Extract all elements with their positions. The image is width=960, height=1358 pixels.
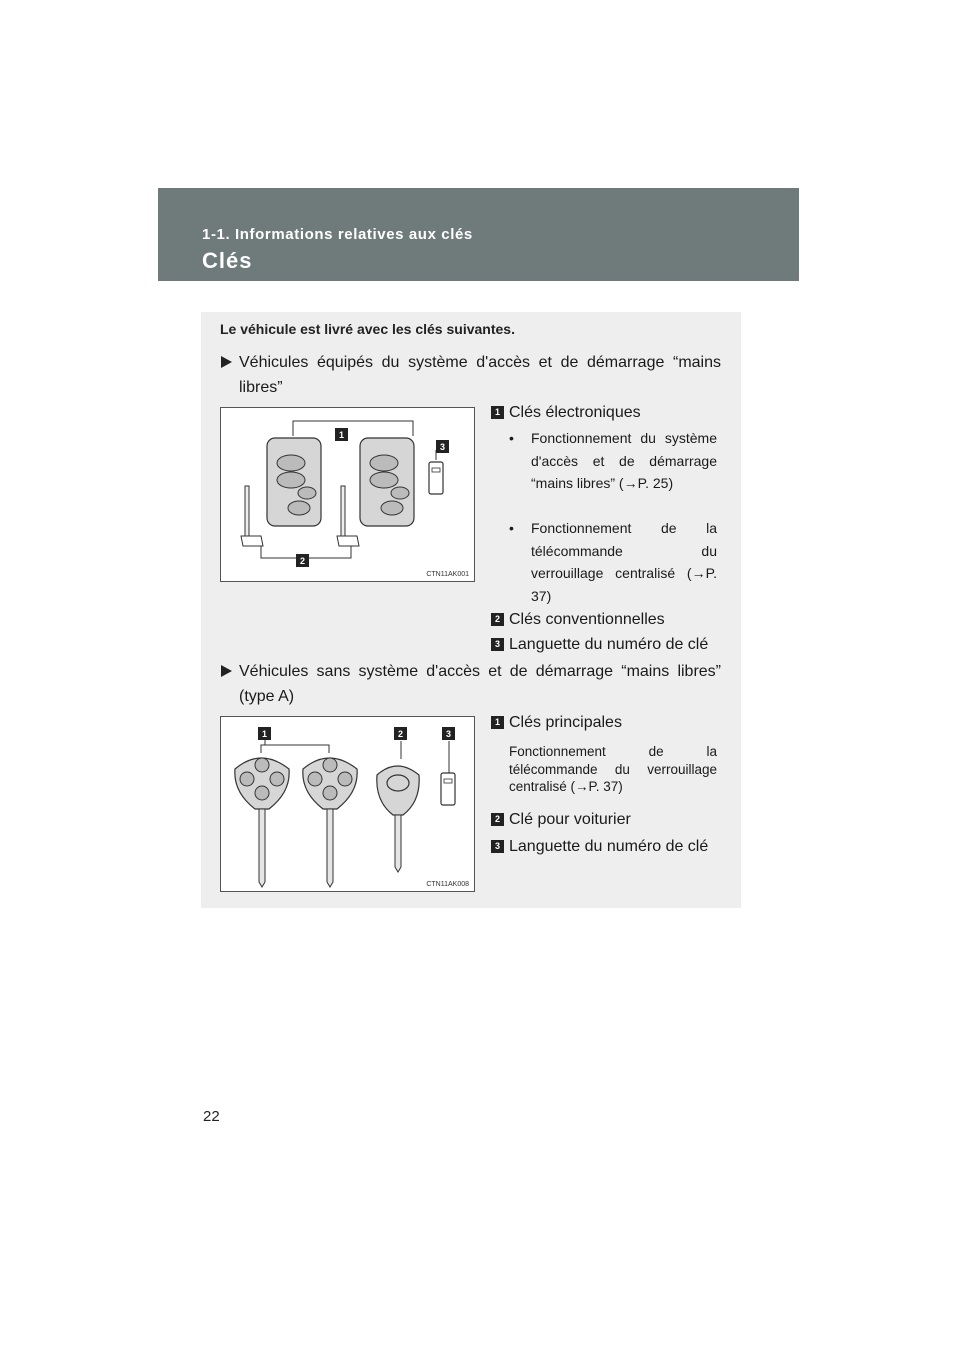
figure-callout-1: 1 <box>261 729 268 739</box>
typeA-heading: Véhicules sans système d'accès et de démarrage “mains libres” (type A) <box>221 659 721 709</box>
section-header <box>158 188 799 281</box>
smart-keys-figure <box>220 407 475 582</box>
smart-item-1: 1 Clés électroniques <box>491 402 719 424</box>
triangle-bullet-icon <box>221 356 232 368</box>
figure-callout-2: 2 <box>397 729 404 739</box>
number-marker: 3 <box>491 638 504 651</box>
smart-item-2: 2 Clés conventionnelles <box>491 609 719 631</box>
figure-callout-2: 2 <box>299 556 306 566</box>
intro-text: Le véhicule est livré avec les clés suivantes. <box>220 321 515 337</box>
smart-heading: Véhicules équipés du système d'accès et de démarrage “mains libres” <box>221 350 721 400</box>
figure-code: CTN11AK008 <box>426 881 469 888</box>
figure-callout-1: 1 <box>338 430 345 440</box>
number-marker: 1 <box>491 406 504 419</box>
smart-subitem-1: • Fonctionnement du système d'accès et de démarrage “mains libres” (→P. 25) <box>509 430 717 491</box>
triangle-bullet-icon <box>221 665 232 677</box>
figure-callout-3: 3 <box>445 729 452 739</box>
section-label: 1-1. Informations relatives aux clés <box>202 226 473 243</box>
smart-subitem-2: • Fonctionnement de la télécommande du verrouillage centralisé (→P. 37) <box>509 520 717 604</box>
typeA-item-1: 1 Clés principales <box>491 712 719 734</box>
typeA-keys-illustration <box>221 717 474 891</box>
page-number: 22 <box>203 1108 220 1125</box>
number-marker: 2 <box>491 613 504 626</box>
figure-callout-3: 3 <box>439 442 446 452</box>
typeA-item-3: 3 Languette du numéro de clé <box>491 836 719 858</box>
page-title: Clés <box>202 248 253 273</box>
smart-item-3: 3 Languette du numéro de clé <box>491 634 719 656</box>
number-marker: 1 <box>491 716 504 729</box>
figure-code: CTN11AK001 <box>426 571 469 578</box>
number-marker: 3 <box>491 840 504 853</box>
smart-keys-illustration <box>221 408 474 581</box>
content-panel <box>201 312 741 908</box>
typeA-keys-figure <box>220 716 475 892</box>
typeA-item-2: 2 Clé pour voiturier <box>491 809 719 831</box>
number-marker: 2 <box>491 813 504 826</box>
typeA-note: Fonctionnement de la télécommande du verrouillage centralisé (→P. 37) <box>509 744 717 794</box>
